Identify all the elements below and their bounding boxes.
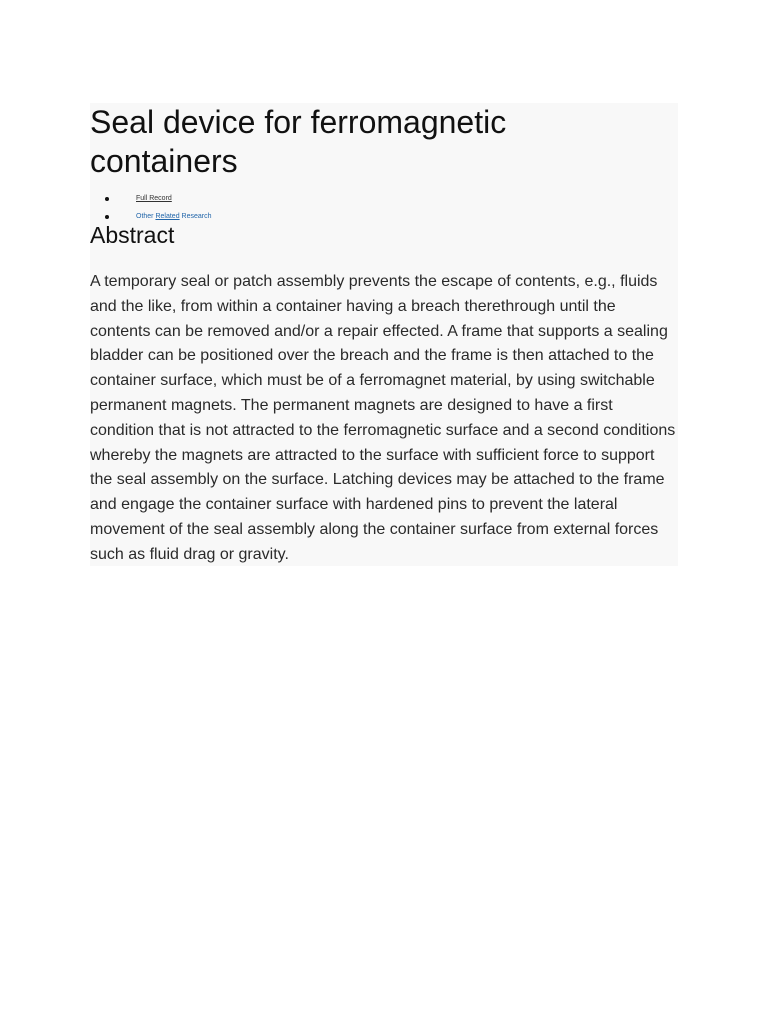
full-record-link[interactable]: Full Record [136,195,172,202]
list-item-full-record [90,190,212,208]
page-title: Seal device for ferromagnetic containers [90,104,507,179]
abstract-heading: Abstract [90,222,175,248]
other-prefix-text: Other [136,213,156,220]
research-suffix-text: Research [179,213,212,220]
related-research-link[interactable]: Related [155,213,180,220]
abstract-paragraph: A temporary seal or patch assembly prevents the escape of contents, e.g., fluids and the like, from within a container having a breach therethrough until the contents can be removed and/or a repair effected. A frame that supports a sealing bladder can be positioned over the breach and the frame is then attached to the container surface, which must be of a ferromagnet material, by using switchable permanent magnets. The permanent magnets are designed to have a first condition that is not attracted to the ferromagnetic surface and a second conditions whereby the magnets are attracted to the surface with sufficient force to support the seal assembly on the surface. Latching devices may be attached to the frame and engage the container surface with hardened pins to prevent the lateral movement of the seal assembly along the container surface from external forces such as fluid drag or gravity. [90,273,676,563]
